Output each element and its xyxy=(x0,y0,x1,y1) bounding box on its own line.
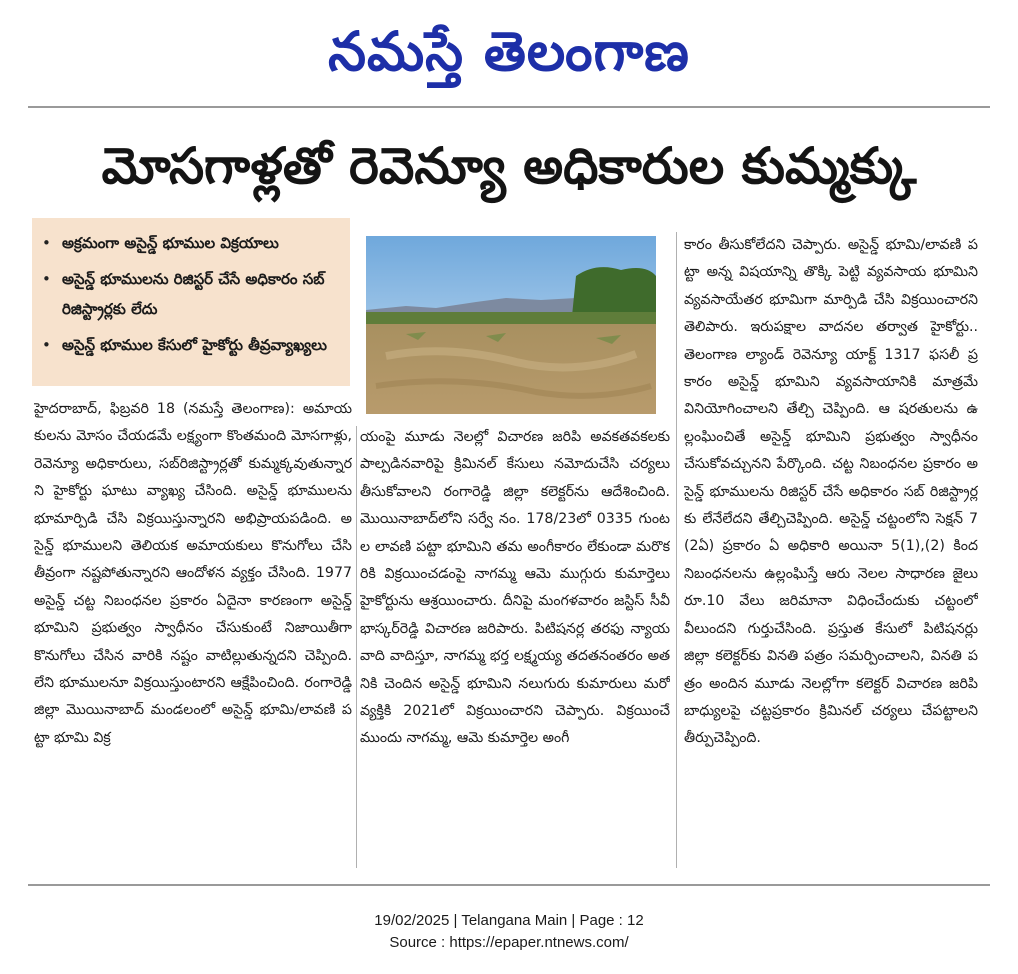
highlight-text: అసైన్డ్ భూములను రిజిస్టర్ చేసే అధికారం సబ్ రిజిస్ట్రార్లకు లేదు xyxy=(62,270,325,318)
footer-date-page: 19/02/2025 | Telangana Main | Page : 12 xyxy=(374,912,644,929)
footer-source: Source : https://epaper.ntnews.com/ xyxy=(389,934,629,951)
column-divider xyxy=(676,232,677,868)
page-footer xyxy=(0,910,1018,954)
article-photo-field xyxy=(366,236,656,414)
article-headline: మోసగాళ్లతో రెవెన్యూ అధికారుల కుమ్మక్కు xyxy=(101,137,917,195)
highlight-item xyxy=(42,228,342,258)
field-landscape-image xyxy=(366,236,656,414)
bullet-dot-icon: • xyxy=(42,270,51,288)
article-column-2: యంపై మూడు నెలల్లో విచారణ జరిపి అవకతవకలకు పాల్పడినవారిపై క్రిమినల్ కేసులు నమోదుచేసి చర్యలు తీసుకోవాలని రంగారెడ్డి జిల్లా కలెక్టర్‌ను ఆదేశించింది. మొయినాబాద్‌లోని సర్వే నం. 178/23లో 0335 గుంటల లావణి పట్టా భూమిని తమ అంగీకారం లేకుండా మరొకరికి విక్రయించడంపై నాగమ్మ ఆమె ముగ్గురు కుమార్తెలు హైకోర్టును ఆశ్రయించారు. దీనిపై మంగళవారం జస్టిస్ సీవీ భాస్కర్‌రెడ్డి విచారణ జరిపారు. పిటిషనర్ల తరఫు న్యాయవాది వాదిస్తూ, నాగమ్మ భర్త లక్ష్మయ్య తదతనంతరం అతనికి చెందిన అసైన్డ్ భూమిని నలుగురు కుమారులు మరో వ్యక్తికి 2021లో విక్రయించారని చెప్పారు. విక్రయించే ముందు నాగమ్మ, ఆమె కుమార్తెల అంగీ xyxy=(360,429,670,747)
footer-divider xyxy=(28,884,990,886)
bullet-dot-icon: • xyxy=(42,234,51,252)
highlight-text: అసైన్డ్ భూముల కేసులో హైకోర్టు తీవ్రవ్యాఖ్యలు xyxy=(62,336,327,354)
article-column-3: కారం తీసుకోలేదని చెప్పారు. అసైన్డ్ భూమి/లావణి పట్టా అన్న విషయాన్ని తొక్కి పెట్టి వ్యవసాయ భూమిని వ్యవసాయేతర భూమిగా మార్పిడి చేసి విక్రయించారని తెలిపారు. ఇరుపక్షాల వాదనల తర్వాత హైకోర్టు.. తెలంగాణ ల్యాండ్ రెవెన్యూ యాక్ట్ 1317 ఫసలీ ప్రకారం అసైన్డ్ భూమిని వ్యవసాయానికి మాత్రమే వినియోగించాలని తేల్చి చెప్పింది. ఆ షరతులను ఉల్లంఘించితే అసైన్డ్ భూమిని ప్రభుత్వం స్వాధీనం చేసుకోవచ్చునని పేర్కొంది. చట్ట నిబంధనల ప్రకారం అసైన్డ్ భూములను రిజిస్టర్ చేసే అధికారం సబ్ రిజిస్ట్రార్లకు లేనేలేదని తేల్చిచెప్పింది. అసైన్డ్ చట్టంలోని సెక్షన్ 7 (2ఏ) ప్రకారం ఏ అధికారి అయినా 5(1),(2) కింద నిబంధనలను ఉల్లంఘిస్తే ఆరు నెలల సాధారణ జైలు రూ.10 వేలు జరిమానా విధించేందుకు చట్టంలో వీలుందని గుర్తుచేసింది. ప్రస్తుత కేసులో పిటిషనర్లు జిల్లా కలెక్టర్‌కు వినతి పత్రం సమర్పించాలని, వినతి పత్రం అందిన మూడు నెలల్లోగా కలెక్టర్ విచారణ జరిపి బాధ్యులపై చట్టప్రకారం క్రిమినల్ చర్యలు చేపట్టాలని తీర్పుచెప్పింది. xyxy=(684,237,978,747)
masthead-divider xyxy=(28,106,990,108)
highlight-item xyxy=(42,330,342,360)
column-divider xyxy=(356,426,357,868)
highlight-text: అక్రమంగా అసైన్డ్ భూముల విక్రయాలు xyxy=(62,234,279,252)
highlights-box xyxy=(32,218,350,386)
masthead-logo: నమస్తే తెలంగాణ xyxy=(328,19,690,83)
article-column-1: హైదరాబాద్, ఫిబ్రవరి 18 (నమస్తే తెలంగాణ): అమాయకులను మోసం చేయడమే లక్ష్యంగా కొంతమంది మోసగాళ్లు, రెవెన్యూ అధికారులు, సబ్‌రిజిస్ట్రార్లతో కుమ్మక్కవుతున్నారని హైకోర్టు ఘాటు వ్యాఖ్య చేసింది. అసైన్డ్ భూములను భూమార్పిడి చేసి విక్రయిస్తున్నారని అభిప్రాయపడింది. అసైన్డ్ భూములని తెలియక అమాయకులు కొనుగోలు చేసి తీవ్రంగా నష్టపోతున్నారని ఆందోళన వ్యక్తం చేసింది. 1977 అసైన్డ్ చట్ట నిబంధనల ప్రకారం ఏదైనా కారణంగా అసైన్డ్ భూమిని ప్రభుత్వం స్వాధీనం చేసుకుంటే నిజాయితీగా కొనుగోలు చేసిన వారికి నష్టం వాటిల్లుతున్నదని చెప్పింది. లేని భూములనూ విక్రయిస్తుంటారని ఆక్షేపించింది. రంగారెడ్డి జిల్లా మొయినాబాద్ మండలంలో అసైన్డ్ భూమి/లావణి పట్టా భూమి విక్ర xyxy=(34,401,352,746)
highlight-item xyxy=(42,264,342,324)
bullet-dot-icon: • xyxy=(42,336,51,354)
